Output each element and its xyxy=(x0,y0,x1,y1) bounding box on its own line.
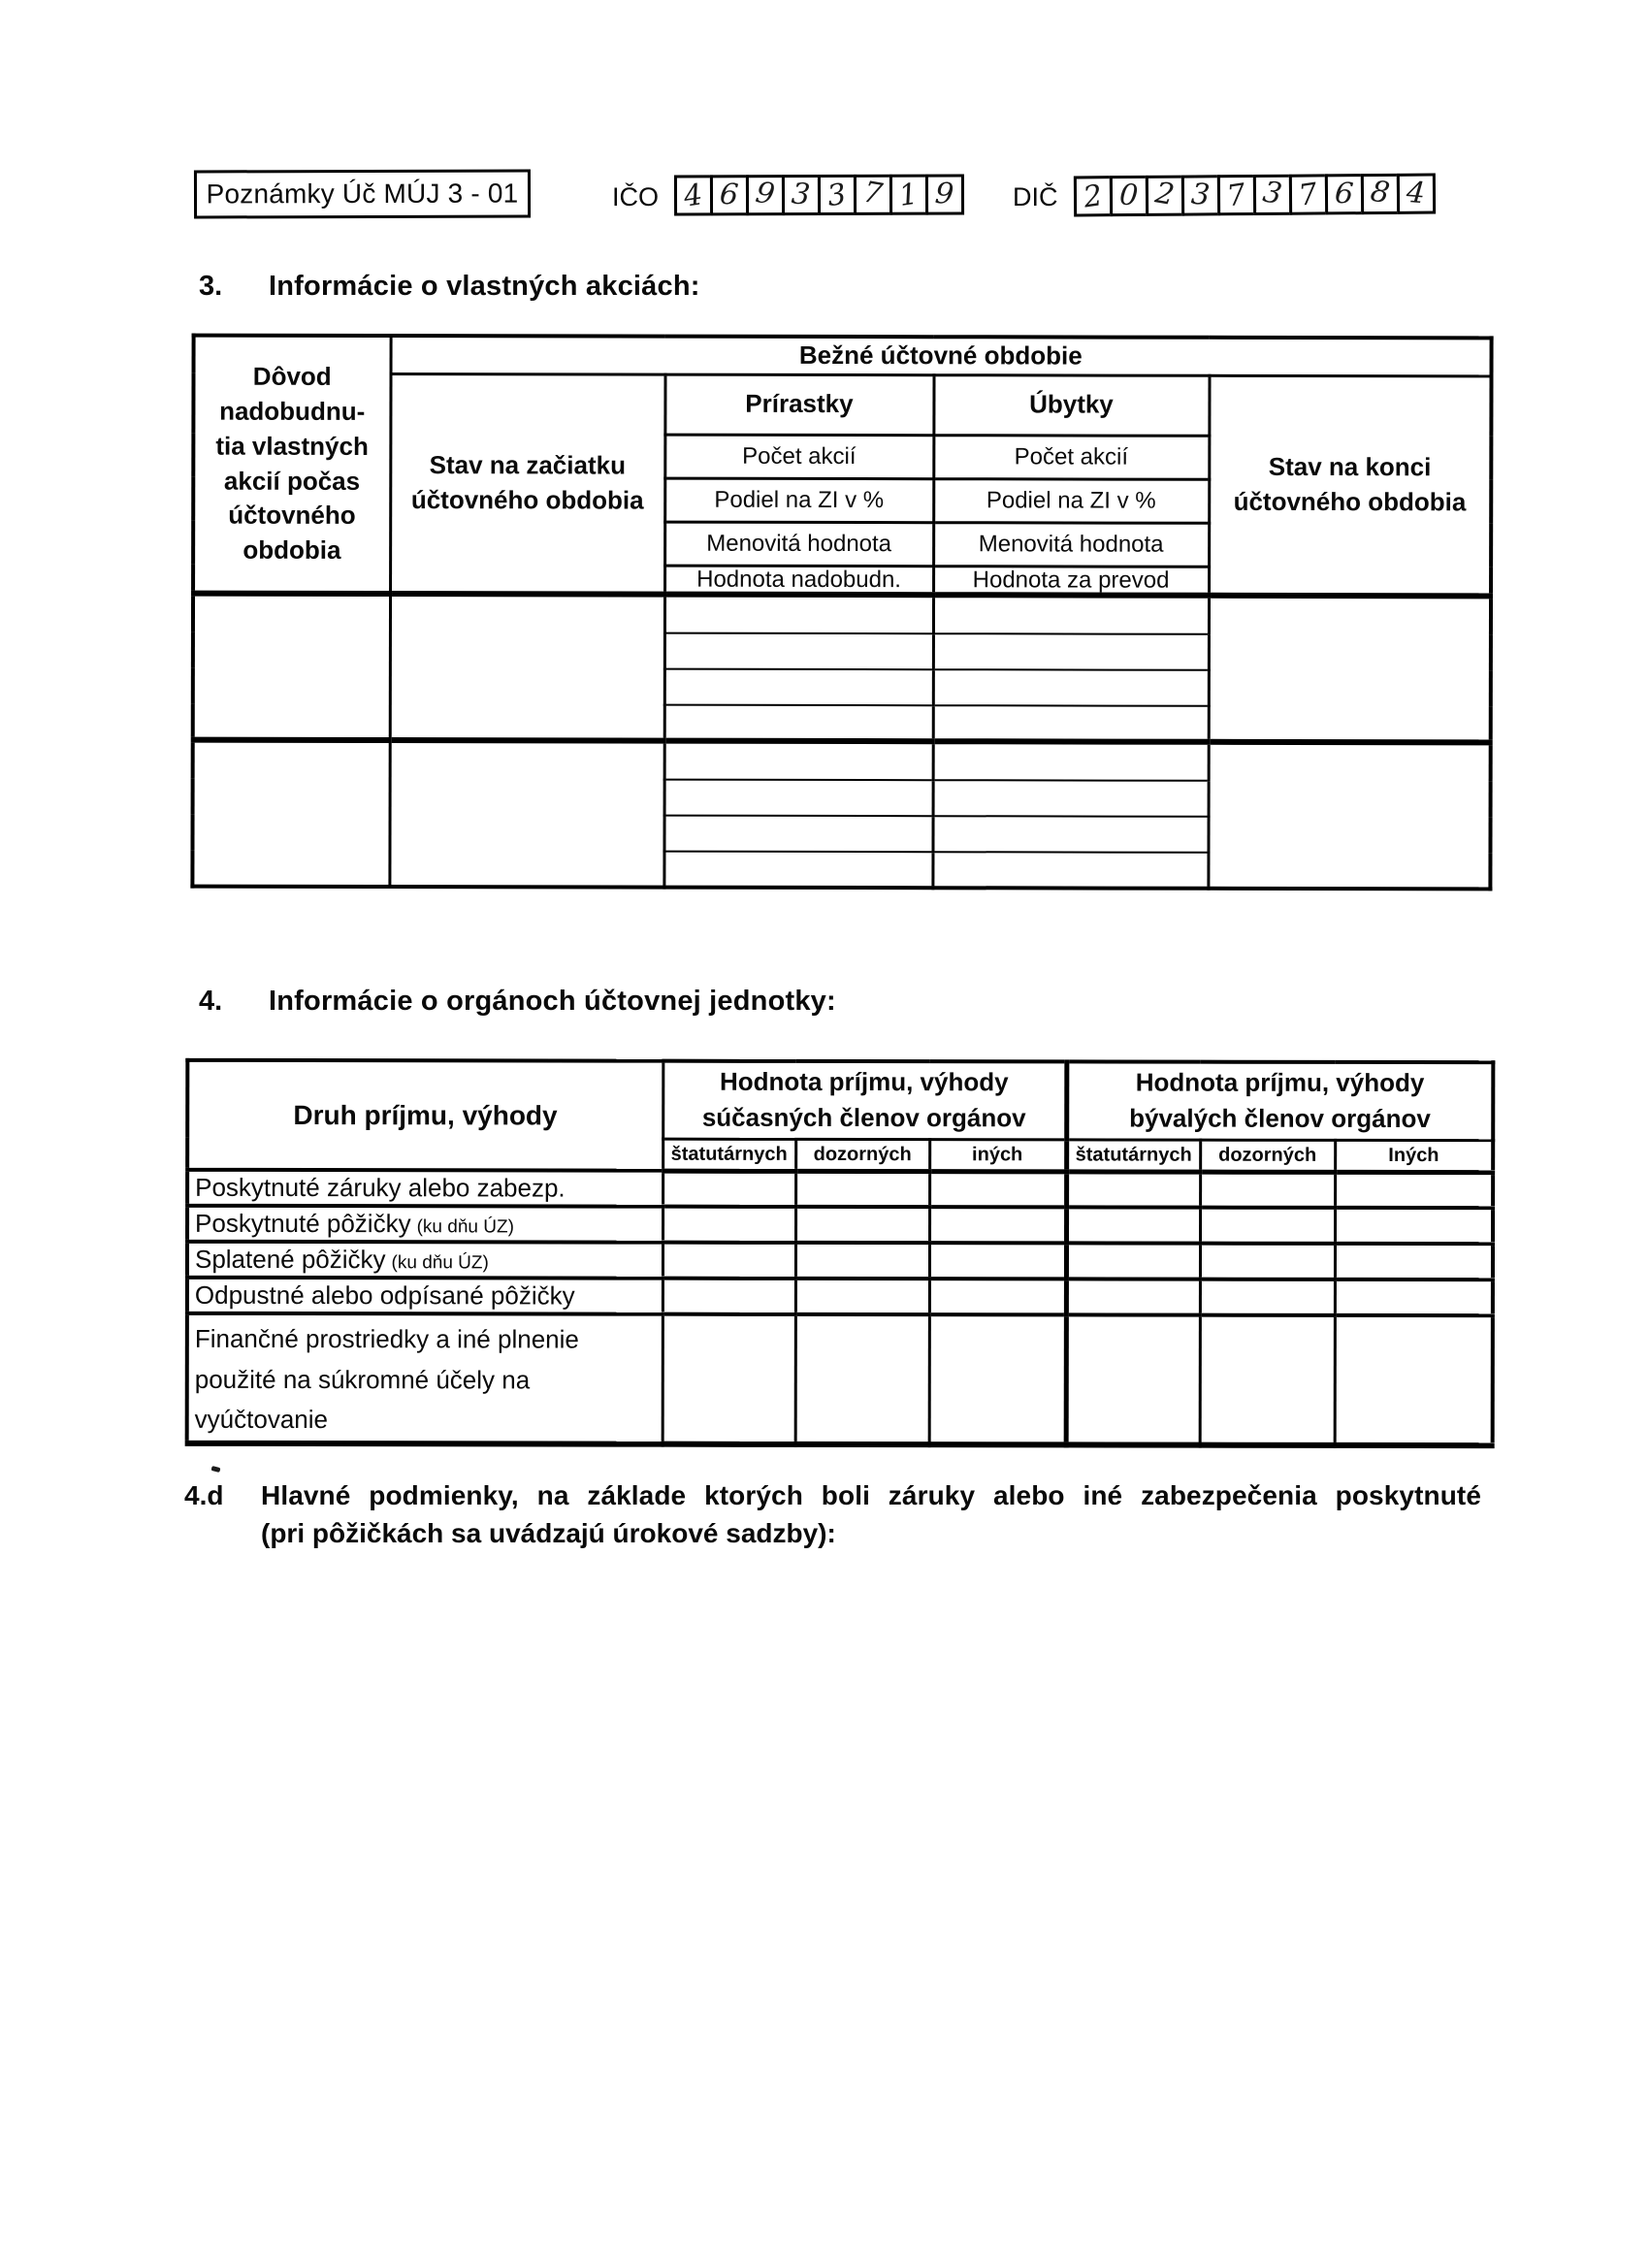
handwritten-digit: 3 xyxy=(1190,177,1212,213)
form-code-box xyxy=(194,170,531,219)
empty-cell xyxy=(795,1279,929,1314)
empty-cell xyxy=(1066,1171,1200,1207)
reason-header-cell: Dôvod nadobudnu- tia vlastných akcií počas účtovného obdobia xyxy=(193,336,391,594)
empty-cell xyxy=(795,1171,929,1207)
empty-cell xyxy=(664,633,933,670)
subcol-header-cell: štatutárnych xyxy=(1066,1139,1200,1171)
ico-digit-cell xyxy=(710,175,749,215)
empty-cell xyxy=(193,594,390,740)
row-label-cell xyxy=(187,1242,663,1279)
section4-number: 4. xyxy=(199,986,223,1017)
empty-cell xyxy=(1066,1314,1200,1444)
empty-cell xyxy=(1066,1243,1200,1279)
empty-cell xyxy=(929,1207,1066,1243)
dic-digit-cell xyxy=(1253,175,1292,215)
handwritten-digit: 9 xyxy=(934,176,956,212)
decrease-subrow-label: Menovitá hodnota xyxy=(933,523,1209,567)
decrease-subrow-label: Hodnota za prevod xyxy=(933,567,1209,596)
empty-cell xyxy=(932,852,1208,889)
empty-cell xyxy=(192,740,389,887)
empty-cell xyxy=(1208,742,1490,890)
row-label-cell xyxy=(187,1278,663,1314)
own-shares-table xyxy=(190,334,1493,891)
section3-number: 3. xyxy=(199,271,223,302)
dic-digit-cell xyxy=(1217,175,1256,215)
empty-cell xyxy=(1209,596,1491,743)
increase-subrow-label: Počet akcií xyxy=(664,435,933,479)
dic-digit-cell xyxy=(1146,176,1184,216)
increases-header-cell: Prírastky xyxy=(664,374,933,436)
handwritten-digit: 7 xyxy=(1225,177,1249,214)
handwritten-digit: 2 xyxy=(1082,178,1106,215)
empty-cell xyxy=(1200,1315,1335,1445)
ico-digit-cell xyxy=(818,175,857,215)
increase-subrow-label: Menovitá hodnota xyxy=(664,522,933,567)
row-label-cell xyxy=(187,1313,663,1444)
increase-subrow-label: Podiel na ZI v % xyxy=(664,478,933,523)
ico-digit-cell xyxy=(889,175,928,215)
dic-digit-boxes xyxy=(1074,174,1436,217)
decrease-subrow-label: Počet akcií xyxy=(933,436,1209,480)
empty-cell xyxy=(933,741,1209,781)
handwritten-digit: 4 xyxy=(682,178,706,214)
dic-digit-cell xyxy=(1397,174,1436,214)
empty-cell xyxy=(1066,1279,1200,1314)
ico-digit-cell xyxy=(746,175,785,215)
row-label: Splatené pôžičky xyxy=(194,1244,386,1275)
ico-digit-cell xyxy=(925,174,964,214)
scan-artifact-dot xyxy=(211,1466,221,1473)
empty-cell xyxy=(389,740,663,888)
empty-cell xyxy=(933,780,1209,817)
increase-subrow-label: Hodnota nadobudn. xyxy=(664,566,933,595)
dic-digit-cell xyxy=(1325,174,1364,214)
start-balance-header-cell: Stav na začiatku účtovného obdobia xyxy=(390,373,664,594)
empty-cell xyxy=(663,1171,795,1207)
empty-cell xyxy=(929,1243,1066,1279)
handwritten-digit: 6 xyxy=(1334,176,1355,211)
empty-cell xyxy=(664,741,933,781)
handwritten-digit: 7 xyxy=(860,175,886,212)
empty-cell xyxy=(663,816,932,853)
current-members-header-cell: Hodnota príjmu, výhody súčasných členov orgánov xyxy=(663,1061,1066,1140)
entity-bodies-table xyxy=(185,1058,1496,1448)
row-label-cell xyxy=(187,1170,663,1207)
empty-cell xyxy=(1200,1172,1335,1208)
empty-cell xyxy=(664,705,933,742)
handwritten-digit: 9 xyxy=(753,175,778,212)
row-label: Poskytnuté pôžičky xyxy=(195,1208,411,1239)
end-balance-header-cell: Stav na konci účtovného obdobia xyxy=(1209,375,1491,596)
empty-cell xyxy=(795,1314,929,1444)
empty-cell xyxy=(1335,1244,1493,1280)
handwritten-digit: 3 xyxy=(825,177,850,214)
handwritten-digit: 2 xyxy=(1152,176,1178,213)
dic-digit-cell xyxy=(1181,175,1220,215)
empty-cell xyxy=(664,595,933,634)
dic-digit-cell xyxy=(1361,174,1400,214)
empty-cell xyxy=(663,1279,795,1314)
ico-digit-boxes xyxy=(674,174,964,215)
empty-cell xyxy=(933,705,1209,742)
period-header-cell: Bežné účtovné obdobie xyxy=(391,336,1492,376)
empty-cell xyxy=(664,669,933,706)
empty-cell xyxy=(1335,1172,1493,1208)
empty-cell xyxy=(663,1207,795,1243)
section4-title: Informácie o orgánoch účtovnej jednotky: xyxy=(269,986,836,1017)
income-type-header-cell: Druh príjmu, výhody xyxy=(187,1060,663,1171)
empty-cell xyxy=(1200,1280,1335,1315)
handwritten-digit: 0 xyxy=(1118,178,1140,213)
empty-cell xyxy=(795,1243,929,1279)
handwritten-digit: 8 xyxy=(1368,174,1393,211)
empty-cell xyxy=(933,595,1209,634)
empty-cell xyxy=(1066,1207,1200,1243)
subcol-header-cell: štatutárnych xyxy=(663,1139,795,1171)
empty-cell xyxy=(1335,1208,1493,1244)
subcol-header-cell: dozorných xyxy=(1200,1140,1335,1172)
empty-cell xyxy=(933,669,1209,706)
row-label-note: (ku dňu ÚZ) xyxy=(391,1252,489,1274)
handwritten-digit: 6 xyxy=(719,177,741,213)
empty-cell xyxy=(1335,1315,1493,1445)
row-label: Odpustné alebo odpísané pôžičky xyxy=(194,1280,575,1311)
section4d-text-line1: Hlavné podmienky, na základe ktorých boli záruky alebo iné zabezpečenia poskytnuté xyxy=(261,1480,1481,1510)
dic-digit-cell xyxy=(1074,176,1113,216)
handwritten-digit: 1 xyxy=(897,177,922,213)
decrease-subrow-label: Podiel na ZI v % xyxy=(933,479,1209,524)
section4d-text-line2: (pri pôžičkách sa uvádzajú úrokové sadzby): xyxy=(261,1518,836,1548)
empty-cell xyxy=(1200,1208,1335,1244)
row-label-note: (ku dňu ÚZ) xyxy=(416,1216,514,1238)
empty-cell xyxy=(663,1314,795,1444)
handwritten-digit: 3 xyxy=(791,177,813,212)
handwritten-digit: 4 xyxy=(1406,175,1427,211)
empty-cell xyxy=(795,1207,929,1243)
ico-label: IČO xyxy=(612,182,660,211)
empty-cell xyxy=(1200,1244,1335,1280)
empty-cell xyxy=(932,816,1208,853)
empty-cell xyxy=(929,1314,1066,1444)
empty-cell xyxy=(663,852,932,889)
decreases-header-cell: Úbytky xyxy=(933,375,1209,437)
row-label: Finančné prostriedky a iné plnenie použité na súkromné účely na vyúčtovanie xyxy=(194,1323,579,1435)
handwritten-digit: 3 xyxy=(1260,175,1285,212)
ico-digit-cell xyxy=(854,175,892,215)
ico-digit-cell xyxy=(674,175,713,215)
row-label-cell xyxy=(187,1206,663,1243)
empty-cell xyxy=(1335,1280,1493,1315)
empty-cell xyxy=(663,1243,795,1279)
form-code-label: Poznámky Úč MÚJ 3 - 01 xyxy=(206,178,519,210)
section4d-number: 4.d xyxy=(184,1480,224,1510)
dic-label: DIČ xyxy=(1013,182,1058,211)
empty-cell xyxy=(664,780,933,817)
subcol-header-cell: iných xyxy=(929,1139,1066,1171)
ico-digit-cell xyxy=(782,175,821,215)
handwritten-digit: 7 xyxy=(1297,177,1321,213)
empty-cell xyxy=(933,633,1209,670)
subcol-header-cell: dozorných xyxy=(795,1139,929,1171)
former-members-header-cell: Hodnota príjmu, výhody bývalých členov orgánov xyxy=(1066,1061,1493,1140)
empty-cell xyxy=(929,1279,1066,1314)
dic-digit-cell xyxy=(1289,174,1328,214)
subcol-header-cell: Iných xyxy=(1335,1140,1493,1172)
section3-title: Informácie o vlastných akciách: xyxy=(269,271,700,302)
dic-digit-cell xyxy=(1110,176,1148,216)
empty-cell xyxy=(929,1171,1066,1207)
empty-cell xyxy=(390,594,664,741)
row-label: Poskytnuté záruky alebo zabezp. xyxy=(195,1172,566,1203)
